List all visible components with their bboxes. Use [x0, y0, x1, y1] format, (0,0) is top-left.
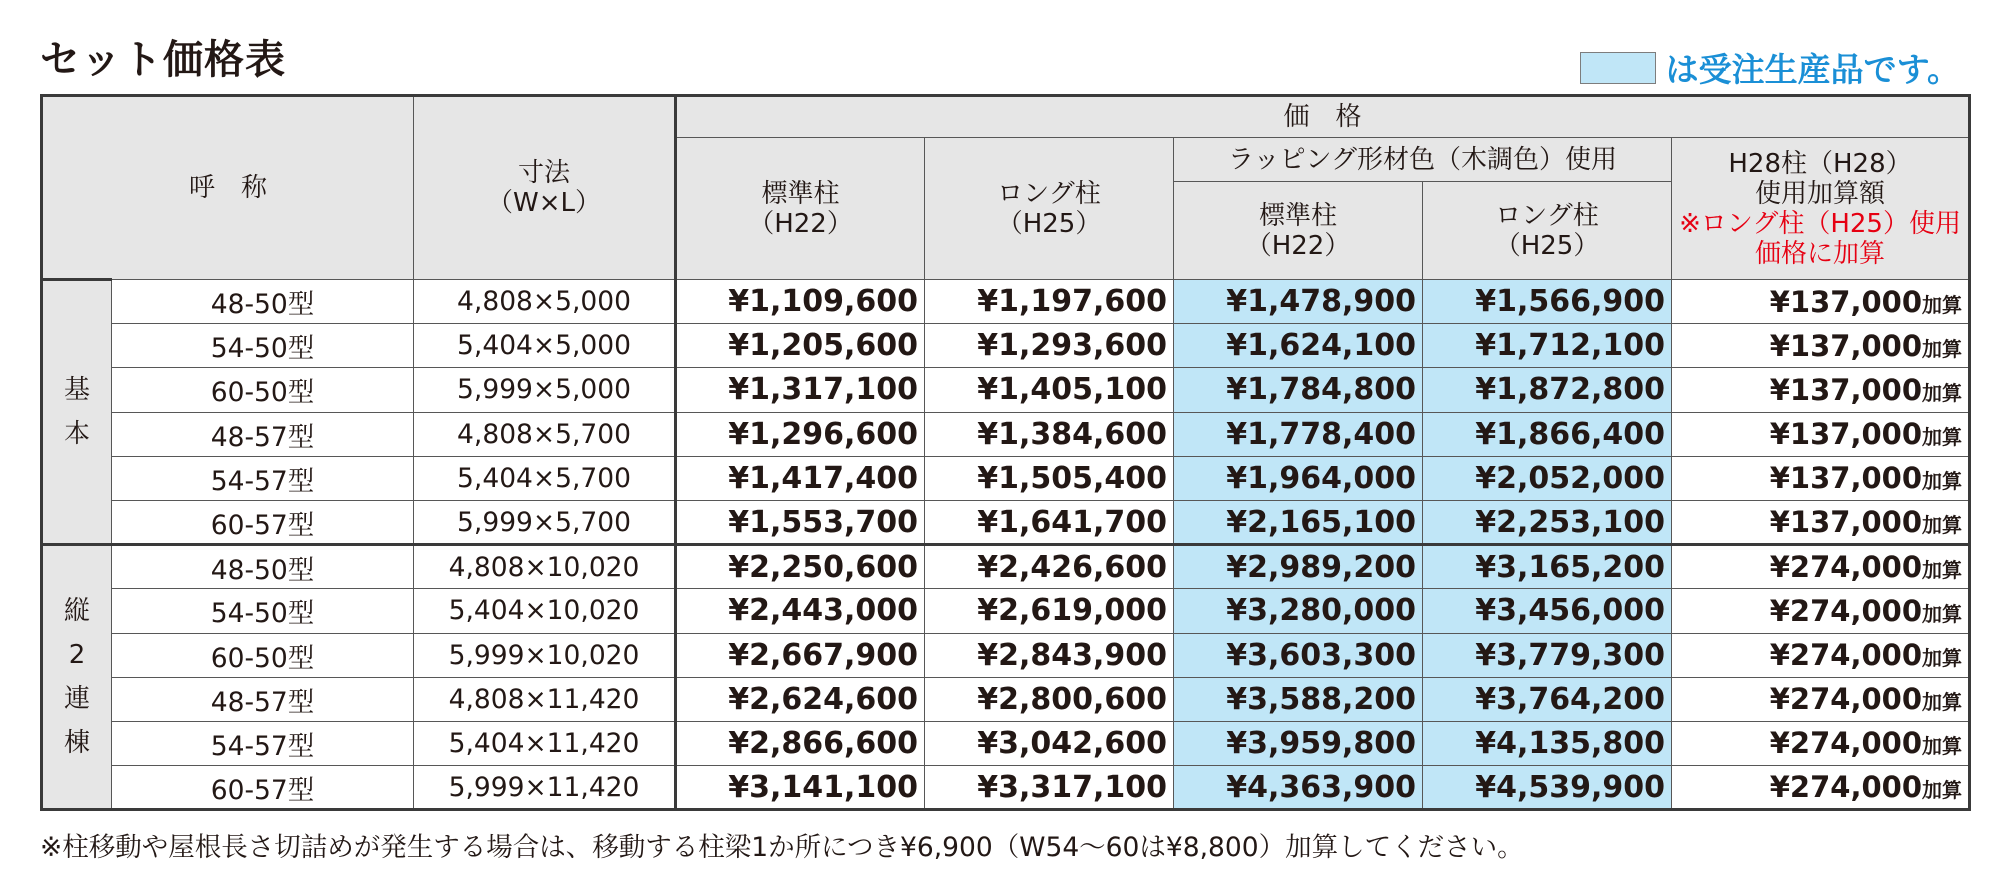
std-price-cell: ¥2,866,600 [676, 721, 925, 765]
long-price-cell: ¥2,800,600 [925, 677, 1174, 721]
long-price-cell: ¥1,405,100 [925, 368, 1174, 412]
header-size-line1: 寸法 [518, 158, 571, 188]
h28-add-suffix: 加算 [1922, 734, 1963, 759]
type-cell: 48-50型 [112, 545, 414, 589]
wrap-std-price-cell: ¥3,280,000 [1174, 589, 1423, 633]
header-h28-line2: 使用加算額 [1755, 178, 1886, 209]
header-size [414, 96, 676, 280]
group-label-char: 縦 [63, 596, 90, 627]
header-wrap-std-line1: 標準柱 [1259, 200, 1338, 231]
header-long-line2: （H25） [996, 208, 1102, 239]
std-price-cell: ¥1,296,600 [676, 412, 925, 456]
h28-add-cell [1672, 324, 1970, 368]
h28-add-cell [1672, 412, 1970, 456]
size-cell: 5,404×10,020 [414, 589, 676, 633]
size-cell: 4,808×5,700 [414, 412, 676, 456]
header-wrap-long [1423, 182, 1672, 280]
h28-add-cell [1672, 677, 1970, 721]
type-cell: 48-50型 [112, 280, 414, 324]
h28-add-cell [1672, 368, 1970, 412]
table-row [42, 456, 1970, 500]
h28-add-amount: ¥274,000 [1769, 726, 1923, 761]
long-price-cell: ¥1,197,600 [925, 280, 1174, 324]
wrap-long-price-cell: ¥1,872,800 [1423, 368, 1672, 412]
header-wrap-std [1174, 182, 1423, 280]
header-h28 [1672, 138, 1970, 280]
long-price-cell: ¥3,042,600 [925, 721, 1174, 765]
h28-add-cell [1672, 456, 1970, 500]
header-wrap: ラッピング形材色（木調色）使用 [1174, 138, 1672, 182]
type-cell: 54-57型 [112, 456, 414, 500]
h28-add-amount: ¥274,000 [1769, 550, 1923, 585]
size-cell: 5,999×10,020 [414, 633, 676, 677]
h28-add-cell [1672, 633, 1970, 677]
h28-add-cell [1672, 766, 1970, 810]
wrap-long-price-cell: ¥2,253,100 [1423, 500, 1672, 544]
h28-add-amount: ¥274,000 [1769, 682, 1923, 717]
long-price-cell: ¥3,317,100 [925, 766, 1174, 810]
table-header [42, 96, 1970, 280]
legend-text: は受注生産品です。 [1665, 50, 1960, 89]
wrap-std-price-cell: ¥2,989,200 [1174, 545, 1423, 589]
h28-add-amount: ¥274,000 [1769, 593, 1923, 628]
long-price-cell: ¥1,505,400 [925, 456, 1174, 500]
long-price-cell: ¥2,619,000 [925, 589, 1174, 633]
table-row [42, 633, 1970, 677]
h28-add-suffix: 加算 [1922, 336, 1963, 361]
wrap-std-price-cell: ¥1,778,400 [1174, 412, 1423, 456]
std-price-cell: ¥1,205,600 [676, 324, 925, 368]
h28-add-cell [1672, 280, 1970, 324]
type-cell: 54-50型 [112, 589, 414, 633]
wrap-long-price-cell: ¥2,052,000 [1423, 456, 1672, 500]
h28-add-amount: ¥137,000 [1769, 328, 1923, 363]
long-price-cell: ¥1,293,600 [925, 324, 1174, 368]
size-cell: 4,808×10,020 [414, 545, 676, 589]
h28-add-amount: ¥137,000 [1769, 372, 1923, 407]
wrap-long-price-cell: ¥4,539,900 [1423, 766, 1672, 810]
header-std-line2: （H22） [748, 208, 853, 239]
header-h28-note2: 価格に加算 [1755, 238, 1886, 269]
header-h28-line1: H28柱（H28） [1728, 148, 1912, 179]
header-long [925, 138, 1174, 280]
header-std [676, 138, 925, 280]
wrap-long-price-cell: ¥3,456,000 [1423, 589, 1672, 633]
std-price-cell: ¥1,417,400 [676, 456, 925, 500]
size-cell: 5,999×11,420 [414, 766, 676, 810]
group-label-char: 連 [63, 684, 90, 715]
h28-add-cell [1672, 589, 1970, 633]
group-label-char: 本 [63, 419, 90, 450]
table-row [42, 766, 1970, 810]
long-price-cell: ¥1,384,600 [925, 412, 1174, 456]
long-price-cell: ¥2,426,600 [925, 545, 1174, 589]
header-h28-note1: ※ロング柱（H25）使用 [1679, 208, 1961, 239]
h28-add-suffix: 加算 [1922, 292, 1963, 317]
wrap-std-price-cell: ¥1,478,900 [1174, 280, 1423, 324]
h28-add-suffix: 加算 [1922, 425, 1963, 450]
h28-add-suffix: 加算 [1922, 601, 1963, 626]
size-cell: 4,808×11,420 [414, 677, 676, 721]
size-cell: 5,999×5,700 [414, 500, 676, 544]
table-row [42, 721, 1970, 765]
header-wrap-long-line1: ロング柱 [1495, 200, 1599, 231]
table-row [42, 412, 1970, 456]
group-label-char: 基 [63, 375, 90, 406]
wrap-std-price-cell: ¥2,165,100 [1174, 500, 1423, 544]
type-cell: 48-57型 [112, 412, 414, 456]
type-cell: 60-57型 [112, 500, 414, 544]
h28-add-suffix: 加算 [1922, 513, 1963, 538]
type-cell: 60-57型 [112, 766, 414, 810]
header-size-line2: （W×L） [487, 188, 601, 218]
header-long-line1: ロング柱 [997, 178, 1101, 209]
std-price-cell: ¥2,250,600 [676, 545, 925, 589]
header-wrap-long-line2: （H25） [1494, 230, 1600, 261]
wrap-long-price-cell: ¥3,165,200 [1423, 545, 1672, 589]
h28-add-suffix: 加算 [1922, 469, 1963, 494]
wrap-std-price-cell: ¥1,964,000 [1174, 456, 1423, 500]
std-price-cell: ¥3,141,100 [676, 766, 925, 810]
h28-add-amount: ¥137,000 [1769, 417, 1923, 452]
type-cell: 54-57型 [112, 721, 414, 765]
std-price-cell: ¥1,553,700 [676, 500, 925, 544]
group-label [42, 545, 112, 810]
h28-add-suffix: 加算 [1922, 690, 1963, 715]
wrap-std-price-cell: ¥4,363,900 [1174, 766, 1423, 810]
wrap-long-price-cell: ¥3,779,300 [1423, 633, 1672, 677]
group-label [42, 280, 112, 545]
std-price-cell: ¥1,317,100 [676, 368, 925, 412]
legend-swatch [1580, 52, 1656, 84]
group-label-char: 棟 [63, 728, 90, 759]
std-price-cell: ¥2,624,600 [676, 677, 925, 721]
h28-add-cell [1672, 721, 1970, 765]
h28-add-cell [1672, 500, 1970, 544]
size-cell: 5,404×11,420 [414, 721, 676, 765]
wrap-long-price-cell: ¥4,135,800 [1423, 721, 1672, 765]
h28-add-suffix: 加算 [1922, 778, 1963, 803]
wrap-std-price-cell: ¥3,603,300 [1174, 633, 1423, 677]
h28-add-amount: ¥274,000 [1769, 638, 1923, 673]
table-row [42, 500, 1970, 544]
wrap-long-price-cell: ¥3,764,200 [1423, 677, 1672, 721]
size-cell: 4,808×5,000 [414, 280, 676, 324]
wrap-std-price-cell: ¥3,959,800 [1174, 721, 1423, 765]
h28-add-suffix: 加算 [1922, 380, 1963, 405]
long-price-cell: ¥1,641,700 [925, 500, 1174, 544]
table-body [42, 280, 1970, 810]
h28-add-suffix: 加算 [1922, 558, 1963, 583]
wrap-long-price-cell: ¥1,866,400 [1423, 412, 1672, 456]
h28-add-amount: ¥274,000 [1769, 770, 1923, 805]
size-cell: 5,404×5,000 [414, 324, 676, 368]
wrap-std-price-cell: ¥3,588,200 [1174, 677, 1423, 721]
h28-add-amount: ¥137,000 [1769, 284, 1923, 319]
header-wrap-std-line2: （H22） [1245, 230, 1351, 261]
h28-add-suffix: 加算 [1922, 646, 1963, 671]
price-table [40, 94, 1971, 811]
size-cell: 5,999×5,000 [414, 368, 676, 412]
std-price-cell: ¥2,667,900 [676, 633, 925, 677]
table-row [42, 280, 1970, 324]
header-std-line1: 標準柱 [761, 178, 840, 209]
h28-add-cell [1672, 545, 1970, 589]
type-cell: 54-50型 [112, 324, 414, 368]
wrap-long-price-cell: ¥1,712,100 [1423, 324, 1672, 368]
table-row [42, 368, 1970, 412]
std-price-cell: ¥2,443,000 [676, 589, 925, 633]
header-name: 呼 称 [42, 96, 414, 280]
header-price: 価 格 [676, 96, 1970, 138]
group-label-char: 2 [68, 640, 86, 671]
std-price-cell: ¥1,109,600 [676, 280, 925, 324]
table-row [42, 545, 1970, 589]
wrap-std-price-cell: ¥1,624,100 [1174, 324, 1423, 368]
table-row [42, 589, 1970, 633]
table-row [42, 324, 1970, 368]
type-cell: 60-50型 [112, 368, 414, 412]
size-cell: 5,404×5,700 [414, 456, 676, 500]
type-cell: 48-57型 [112, 677, 414, 721]
page-title: セット価格表 [40, 37, 286, 83]
h28-add-amount: ¥137,000 [1769, 461, 1923, 496]
table-row [42, 677, 1970, 721]
legend [1580, 44, 1960, 91]
wrap-long-price-cell: ¥1,566,900 [1423, 280, 1672, 324]
footnote: ※柱移動や屋根長さ切詰めが発生する場合は、移動する柱梁1か所につき¥6,900（W54〜60は¥8,800）加算してください。 [40, 832, 1524, 863]
type-cell: 60-50型 [112, 633, 414, 677]
long-price-cell: ¥2,843,900 [925, 633, 1174, 677]
h28-add-amount: ¥137,000 [1769, 505, 1923, 540]
wrap-std-price-cell: ¥1,784,800 [1174, 368, 1423, 412]
